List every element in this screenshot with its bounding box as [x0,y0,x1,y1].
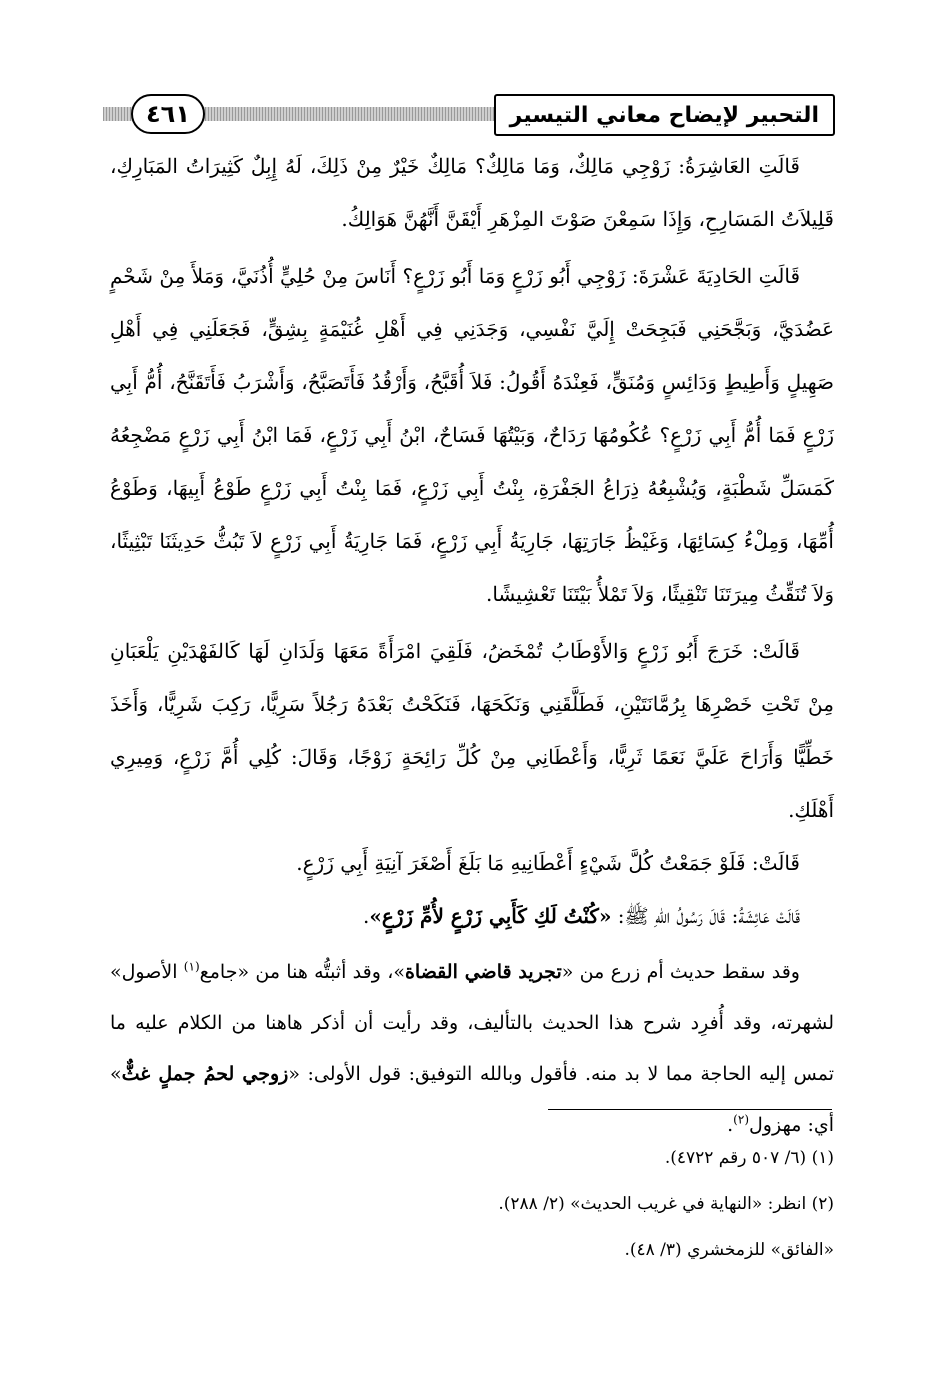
page-number: ٤٦١ [131,94,205,134]
page-header [103,88,835,138]
footnotes [110,1135,834,1273]
commentary-part-4: » أي: مهزول [110,1063,834,1136]
commentary-part-2: »، وقد أثبتُّه هنا من «جامع [199,961,405,983]
aisha-end: . [362,904,370,928]
paragraph-eleventh-wife: قَالَتِ الحَادِيَةَ عَشْرَةَ: زَوْجِي أَبُو زَرْعٍ وَمَا أَبُو زَرْعٍ؟ أَنَاسَ مِنْ حُلِيٍّ أُذُنَيَّ، وَمَلأَ مِنْ شَحْمٍ عَضُدَيَّ، وَبَجَّحَنِي فَبَجِحَتْ إِلَيَّ نَفْسِي، وَجَدَنِي فِي أَهْلِ غُنَيْمَةٍ بِشِقٍّ، فَجَعَلَنِي فِي أَهْلِ صَهِيلٍ وَأَطِيطٍ وَدَائِسٍ وَمُنَقٍّ، فَعِنْدَهُ أَقُولُ: فَلاَ أُقَبَّحُ، وَأَرْقُدُ فَأَتَصَبَّحُ، وَأَشْرَبُ فَأَتَقَنَّحُ، أُمُّ أَبِي زَرْعٍ فَمَا أُمُّ أَبِي زَرْعٍ؟ عُكُومُهَا رَدَاحٌ، وَبَيْتُهَا فَسَاحٌ، ابْنُ أَبِي زَرْعٍ، فَمَا ابْنُ أَبِي زَرْعٍ مَضْجِعُهُ كَمَسَلِّ شَطْبَةٍ، وَيُشْبِعُهُ ذِرَاعُ الجَفْرَةِ، بِنْتُ أَبِي زَرْعٍ، فَمَا بِنْتُ أَبِي زَرْعٍ طَوْعُ أَبِيهَا، وَطَوْعُ أُمِّهَا، وَمِلْءُ كِسَائِهَا، وَغَيْظُ جَارَتِهَا، جَارِيَةُ أَبِي زَرْعٍ، فَمَا جَارِيَةُ أَبِي زَرْعٍ لاَ تَبُثُّ حَدِيثَنَا تَبْثِيثًا، وَلاَ تُنَقِّثُ مِيرَتَنَا تَنْقِيثًا، وَلاَ تَمْلأُ بَيْتَنَا تَعْشِيشًا. [110,264,835,606]
commentary-part-3: الأصول» لشهرته، وقد أُفرِد شرح هذا الحديث بالتأليف، وقد رأيت أن أذكر هاهنا من الكلام عليه ما تمس إليه الحاجة مما لا بد منه. فأقول وبالله التوفيق: قول الأولى: « [110,961,834,1085]
main-text [110,140,834,1151]
footnote-1: (١) (٦/ ٥٠٧ رقم ٤٧٢٢). [664,1148,834,1168]
footnote-2-continued: «الفائق» للزمخشري (٣/ ٤٨). [624,1240,834,1260]
paragraph-commentary [110,947,834,1151]
paragraph-tenth-wife: قَالَتِ العَاشِرَةُ: زَوْجِي مَالِكٌ، وَمَا مَالِكٌ؟ مَالِكٌ خَيْرٌ مِنْ ذَلِكَ، لَهُ إِبِلٌ كَثِيرَاتُ المَبَارِكِ، قَلِيلاَتُ المَسَارِحِ، وَإِذَا سَمِعْنَ صَوْتَ المِزْهَرِ أَيْقَنَّ أَنَّهُنَّ هَوَالِكُ. [110,154,834,231]
quoted-phrase: زوجي لحمُ جملٍ غثٌّ [121,1063,289,1085]
paragraph-abu-zar-left: قَالَتْ: خَرَجَ أَبُو زَرْعٍ وَالأَوْطَابُ تُمْخَضُ، فَلَقِيَ امْرَأَةً مَعَهَا وَلَدَانِ لَهَا كَالفَهْدَيْنِ يَلْعَبَانِ مِنْ تَحْتِ خَصْرِهَا بِرُمَّانَتَيْنِ، فَطَلَّقَنِي وَنَكَحَهَا، فَنَكَحْتُ بَعْدَهُ رَجُلاً سَرِيًّا، رَكِبَ شَرِيًّا، وَأَخَذَ خَطِّيًّا وَأَرَاحَ عَلَيَّ نَعَمًا ثَرِيًّا، وَأَعْطَانِي مِنْ كُلِّ رَائِحَةٍ زَوْجًا، وَقَالَ: كُلِي أُمَّ زَرْعٍ، وَمِيرِي أَهْلَكِ. [110,639,834,822]
commentary-part-1: وقد سقط حديث أم زرع من « [561,961,800,983]
commentary-part-5: . [727,1114,734,1136]
book-title: التحبير لإيضاح معاني التيسير [494,94,835,136]
footnote-marker-2[interactable]: (٢) [733,1112,749,1127]
footnote-2: (٢) انظر: «النهاية في غريب الحديث» (٢/ ٢٨٨). [498,1194,834,1214]
footnote-separator [548,1109,832,1110]
paragraph-she-said: قَالَتْ: فَلَوْ جَمَعْتُ كُلَّ شَيْءٍ أَعْطَانِيهِ مَا بَلَغَ أَصْغَرَ آنِيَةِ أَبِي زَرْعٍ. [296,851,800,875]
prophet-quote: «كُنْتُ لَكِ كَأَبِي زَرْعٍ لأُمِّ زَرْعٍ» [369,904,612,928]
aisha-intro: قَالَتْ عَائِشَةُ: قَالَ رَسُولُ اللهِ ﷺ: [611,904,800,928]
footnote-marker-1[interactable]: (١) [183,959,200,974]
paragraph-aisha [110,890,834,943]
book-reference-tajrid: تجريد قاضي القضاة [404,961,562,983]
